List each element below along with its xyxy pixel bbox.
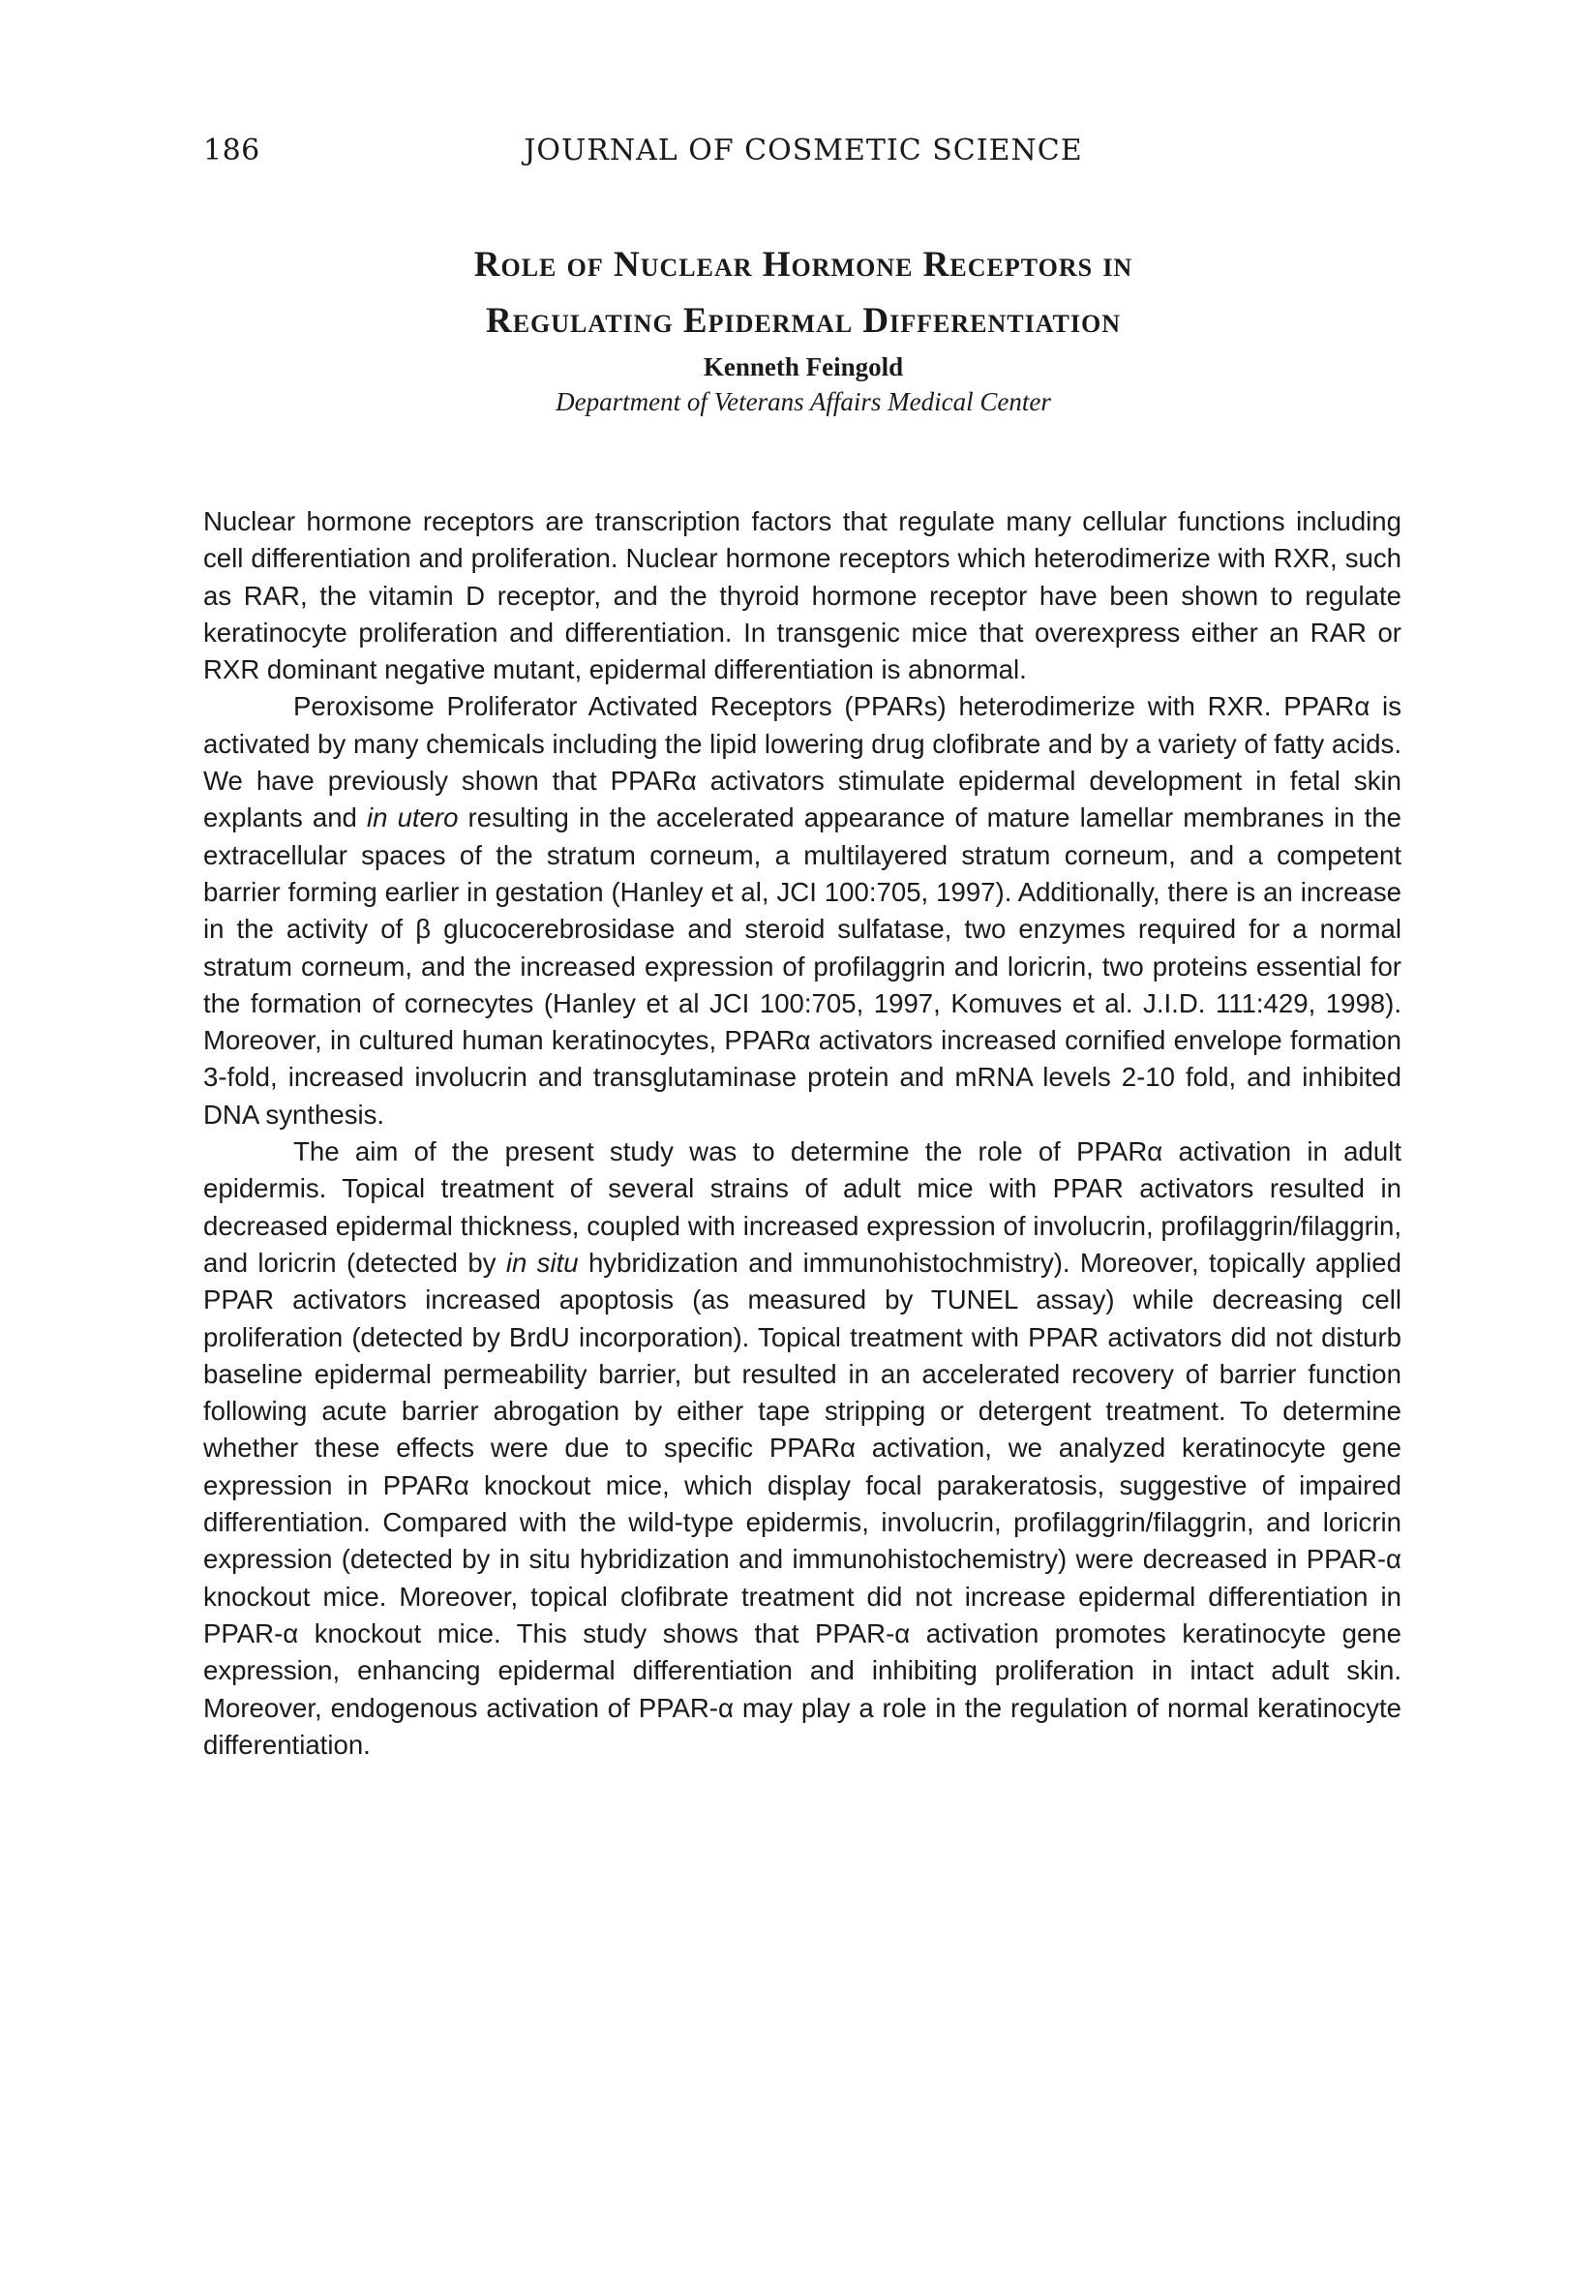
paragraph-2-italic: in utero (367, 802, 459, 833)
paragraph-2-text-a: Peroxisome Proliferator Activated Receptors (PPARs) heterodimerize with RXR. PPARα is activated by many chemicals including the lipid lowering drug clofibrate and by a variety of fatty acids. We have previously shown that PPARα activators stimulate epidermal development in fetal skin explants and (203, 691, 1401, 833)
abstract-paragraph-1 (203, 503, 1401, 688)
author-affiliation: Department of Veterans Affairs Medical Center (556, 387, 1051, 416)
paragraph-3-text-a: The aim of the present study was to determine the role of PPARα activation in adult epidermis. Topical treatment of several strains of adult mice with PPAR activators resulted in decreased epidermal thickness, coupled with increased expression of involucrin, profilaggrin/filaggrin, and loricrin (detected by (203, 1136, 1401, 1278)
running-header (203, 134, 1403, 182)
article-heading (203, 237, 1403, 419)
article-title-line-1: Role of Nuclear Hormone Receptors in (473, 245, 1133, 285)
abstract-paragraph-3 (203, 1133, 1401, 1764)
author-name: Kenneth Feingold (703, 352, 904, 381)
abstract-paragraph-2 (203, 688, 1401, 1133)
article-title-line-2: Regulating Epidermal Differentiation (485, 301, 1122, 341)
paragraph-3-text-b: hybridization and immunohistochmistry). Moreover, topically applied PPAR activators increased apoptosis (as measured by TUNEL assay) while decreasing cell proliferation (detected by BrdU incorporation). Topical treatment with PPAR activators did not disturb baseline epidermal permeability barrier, but resulted in an accelerated recovery of barrier function following acute barrier abrogation by either tape stripping or detergent treatment. To determine whether these effects were due to specific PPARα activation, we analyzed keratinocyte gene expression in PPARα knockout mice, which display focal parakeratosis, suggestive of impaired differentiation. Compared with the wild-type epidermis, involucrin, profilaggrin/filaggrin, and loricrin expression (detected by in situ hybridization and immunohistochemistry) were decreased in PPAR-α knockout mice. Moreover, topical clofibrate treatment did not increase epidermal differentiation in PPAR-α knockout mice. This study shows that PPAR-α activation promotes keratinocyte gene expression, enhancing epidermal differentiation and inhibiting proliferation in intact adult skin. Moreover, endogenous activation of PPAR-α may play a role in the regulation of normal keratinocyte differentiation. (203, 1247, 1401, 1760)
page-number: 186 (203, 134, 260, 167)
paragraph-2-text-b: resulting in the accelerated appearance of mature lamellar membranes in the extracellular spaces of the stratum corneum, a multilayered stratum corneum, and a competent barrier forming earlier in gestation (Hanley et al, JCI 100:705, 1997). Additionally, there is an increase in the activity of β glucocerebrosidase and steroid sulfatase, two enzymes required for a normal stratum corneum, and the increased expression of profilaggrin and loricrin, two proteins essential for the formation of cornecytes (Hanley et al JCI 100:705, 1997, Komuves et al. J.I.D. 111:429, 1998). Moreover, in cultured human keratinocytes, PPARα activators increased cornified envelope formation 3-fold, increased involucrin and transglutaminase protein and mRNA levels 2-10 fold, and inhibited DNA synthesis. (203, 802, 1401, 1130)
paragraph-1-text: Nuclear hormone receptors are transcription factors that regulate many cellular functions including cell differentiation and proliferation. Nuclear hormone receptors which heterodimerize with RXR, such as RAR, the vitamin D receptor, and the thyroid hormone receptor have been shown to regulate keratinocyte proliferation and differentiation. In transgenic mice that overexpress either an RAR or RXR dominant negative mutant, epidermal differentiation is abnormal. (203, 506, 1401, 685)
paragraph-3-italic: in situ (505, 1247, 579, 1278)
journal-name: JOURNAL OF COSMETIC SCIENCE (524, 134, 1083, 167)
abstract-body (203, 503, 1401, 1764)
